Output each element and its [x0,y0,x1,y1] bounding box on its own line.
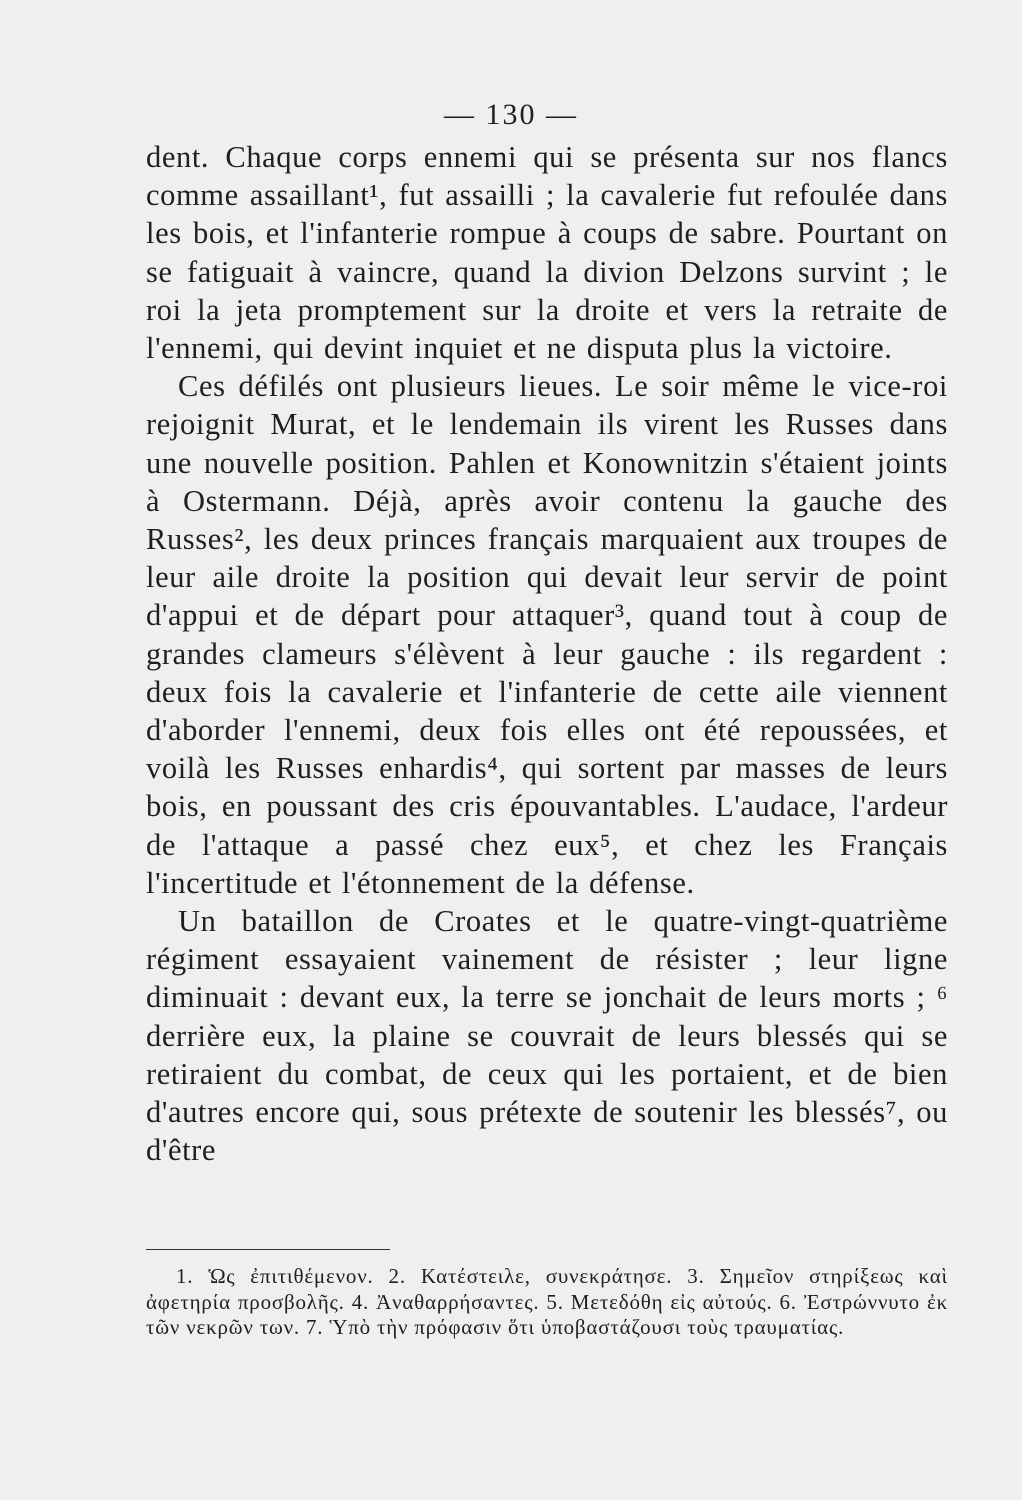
footnote-text: 1. Ὡς ἐπιτιθέμενον. 2. Κατέστειλε, συνεκράτησε. 3. Σημεῖον στηρίξεως καὶ ἀφετηρία προσβολῆς. 4. Ἀναθαρρήσαντες. 5. Μετεδόθη εἰς αὐτούς. 6. Ἐστρώννυτο ἐκ τῶν νεκρῶν των. 7. Ὑπὸ τὴν πρόφασιν ὅτι ὑποβαστάζουσι τοὺς τραυματίας. [146,1264,948,1339]
paragraph-2: Ces défilés ont plusieurs lieues. Le soir même le vice-roi rejoignit Murat, et le lendemain ils virent les Russes dans une nouvelle position. Pahlen et Konownitzin s'étaient joints à Ostermann. Déjà, après avoir contenu la gauche des Russes², les deux princes français marquaient aux troupes de leur aile droite la position qui devait leur servir de point d'appui et de départ pour attaquer³, quand tout à coup de grandes clameurs s'élèvent à leur gauche : ils regardent : deux fois la cavalerie et l'infanterie de cette aile viennent d'aborder l'ennemi, deux fois elles ont été repoussées, et voilà les Russes enhardis⁴, qui sortent par masses de leurs bois, en poussant des cris épouvantables. L'audace, l'ardeur de l'attaque a passé chez eux⁵, et chez les Français l'incertitude et l'étonnement de la défense. [146,369,948,900]
page-number: — 130 — [444,98,578,131]
paragraph-3: Un bataillon de Croates et le quatre-vingt-quatrième régiment essayaient vainement de résister ; leur ligne diminuait : devant eux, la terre se jonchait de leurs morts ; ⁶ derrière eux, la plaine se couvrait de leurs blessés qui se retiraient du combat, de ceux qui les portaient, et de bien d'autres encore qui, sous prétexte de soutenir les blessés⁷, ou d'être [146,904,948,1168]
paragraph-1: dent. Chaque corps ennemi qui se présenta sur nos flancs comme assaillant¹, fut assailli ; la cavalerie fut refoulée dans les bois, et l'infanterie rompue à coups de sabre. Pourtant on se fatiguait à vaincre, quand la divion Delzons survint ; le roi la jeta promptement sur la droite et vers la retraite de l'ennemi, qui devint inquiet et ne disputa plus la victoire. [146,140,948,366]
footnotes [146,1264,948,1341]
body-text [146,138,948,1169]
footnote-divider [146,1249,390,1250]
